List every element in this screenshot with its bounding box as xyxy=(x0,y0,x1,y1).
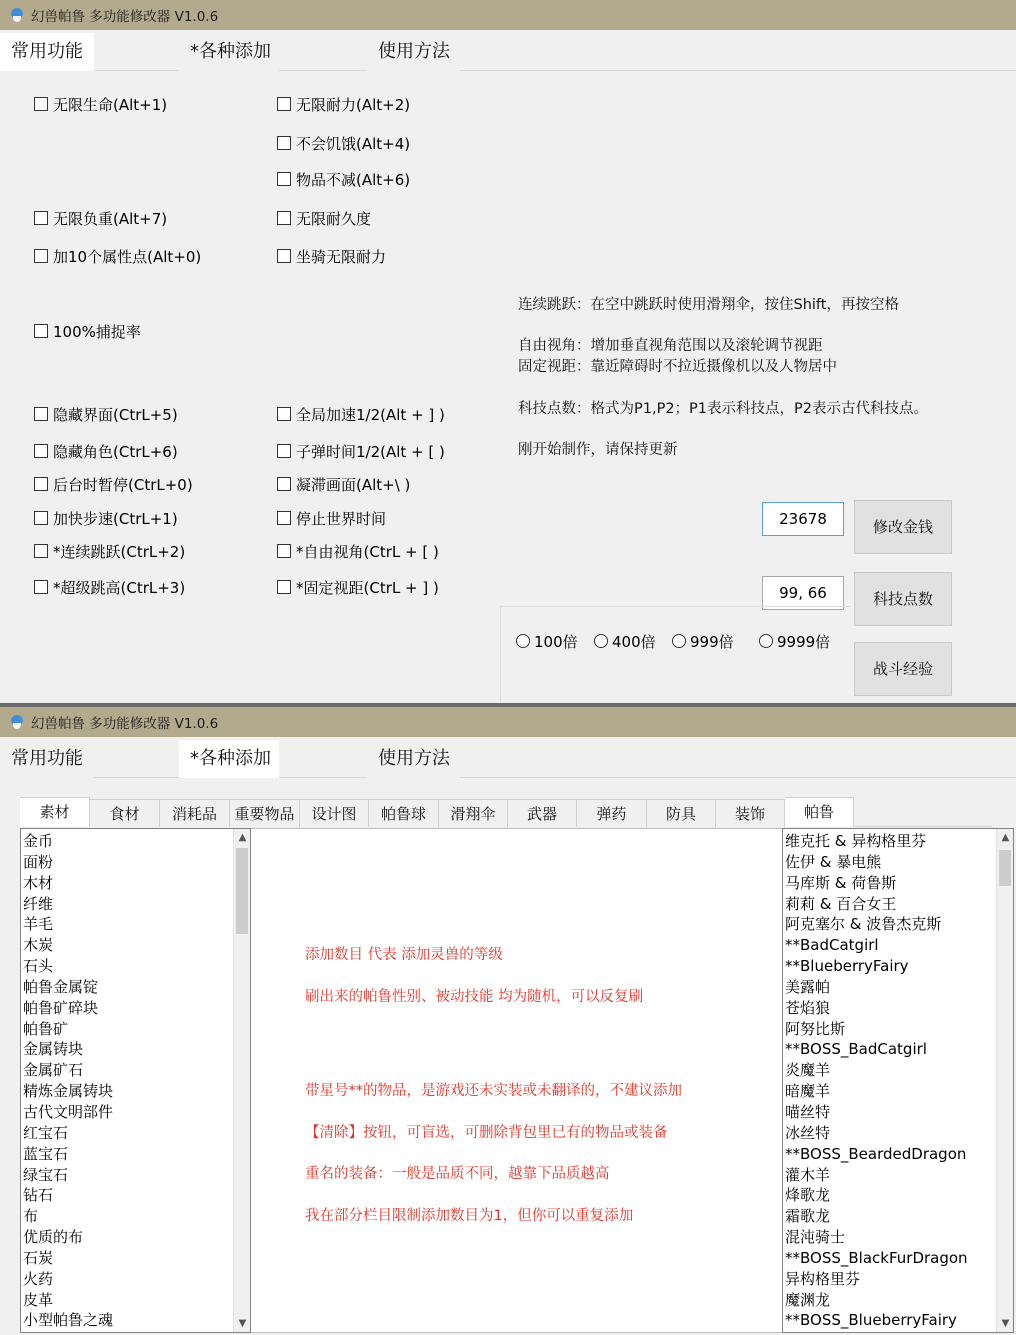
list-item[interactable]: **BOSS_BeardedDragon xyxy=(785,1144,967,1163)
checkbox-label: 物品不减(Alt+6) xyxy=(296,170,411,189)
note-jump: 连续跳跃：在空中跳跃时使用滑翔伞，按住Shift，再按空格 xyxy=(518,297,899,313)
list-item[interactable]: 钻石 xyxy=(23,1186,54,1205)
subtab-food[interactable]: 食材 xyxy=(90,799,160,827)
checkbox-box[interactable] xyxy=(277,97,291,111)
tech-points-button[interactable]: 科技点数 xyxy=(854,572,952,626)
checkbox-label: *自由视角(CtrL + [ ) xyxy=(296,542,439,561)
checkbox-box[interactable] xyxy=(277,407,291,421)
checkbox-label: *连续跳跃(CtrL+2) xyxy=(53,542,186,561)
checkbox-label: 后台时暂停(CtrL+0) xyxy=(53,475,193,494)
list-item[interactable]: 精炼金属铸块 xyxy=(23,1082,114,1101)
list-item[interactable]: 金属矿石 xyxy=(23,1061,84,1080)
checkbox-box[interactable] xyxy=(34,477,48,491)
radio-circle[interactable] xyxy=(672,634,686,648)
scroll-thumb[interactable] xyxy=(999,850,1011,886)
battle-exp-button[interactable]: 战斗经验 xyxy=(854,642,952,696)
subtab-accessories[interactable]: 装饰 xyxy=(716,799,785,827)
subtab-armor[interactable]: 防具 xyxy=(647,799,716,827)
title-bar xyxy=(0,707,1016,737)
hide-character-checkbox[interactable] xyxy=(34,441,178,461)
capture-rate-checkbox[interactable] xyxy=(34,321,141,341)
pals-scrollbar[interactable] xyxy=(996,829,1013,1332)
checkbox-label: 凝滞画面(Alt+\ ) xyxy=(296,475,411,494)
background-pause-checkbox[interactable] xyxy=(34,474,193,494)
scroll-up-icon[interactable]: ▲ xyxy=(238,832,247,843)
multiplier-group xyxy=(500,606,850,703)
list-item[interactable]: 皮革 xyxy=(23,1290,54,1309)
note-free-view: 自由视角：增加垂直视角范围以及滚轮调节视距 xyxy=(518,338,823,354)
list-item[interactable]: 火药 xyxy=(23,1269,54,1288)
bullet-time-checkbox[interactable] xyxy=(277,441,445,461)
checkbox-box[interactable] xyxy=(277,477,291,491)
continuous-jump-checkbox[interactable] xyxy=(34,541,185,561)
list-item[interactable]: 优质的布 xyxy=(23,1228,84,1247)
super-jump-checkbox[interactable] xyxy=(34,577,185,597)
list-item[interactable]: 阿克塞尔 & 波鲁杰克斯 xyxy=(785,915,942,934)
app-icon xyxy=(9,7,25,23)
list-item[interactable]: 金币 xyxy=(23,832,54,850)
infinite-weight-checkbox[interactable] xyxy=(34,208,167,228)
list-item[interactable]: 异构格里芬 xyxy=(785,1269,861,1288)
infinite-stamina-checkbox[interactable] xyxy=(277,94,410,114)
checkbox-box[interactable] xyxy=(34,407,48,421)
note-fixed-view: 固定视距：靠近障碍时不拉近摄像机以及人物居中 xyxy=(518,359,837,375)
list-item[interactable]: 维克托 & 异构格里芬 xyxy=(785,832,927,850)
checkbox-box[interactable] xyxy=(277,580,291,594)
subtab-pal-spheres[interactable]: 帕鲁球 xyxy=(369,799,439,827)
tab-usage[interactable]: 使用方法 xyxy=(367,740,460,778)
list-item[interactable]: **BOSS_BadCatgirl xyxy=(785,1040,927,1059)
list-item[interactable]: 布 xyxy=(23,1207,39,1226)
list-item[interactable]: 羊毛 xyxy=(23,915,54,934)
checkbox-label: *固定视距(CtrL + ] ) xyxy=(296,578,439,597)
checkbox-box[interactable] xyxy=(34,544,48,558)
radio-label: 9999倍 xyxy=(777,632,831,651)
checkbox-label: 不会饥饿(Alt+4) xyxy=(296,134,411,153)
checkbox-label: 隐藏角色(CtrL+6) xyxy=(53,442,178,461)
subtab-weapons[interactable]: 武器 xyxy=(508,799,577,827)
checkbox-box[interactable] xyxy=(34,444,48,458)
app-icon xyxy=(9,714,25,730)
freeze-frame-checkbox[interactable] xyxy=(277,474,410,494)
note-starred: 带星号**的物品，是游戏还未实装或未翻译的，不建议添加 xyxy=(305,1083,682,1099)
checkbox-label: 无限生命(Alt+1) xyxy=(53,95,168,114)
global-speed-checkbox[interactable] xyxy=(277,404,445,424)
list-item[interactable]: 暗魔羊 xyxy=(785,1082,831,1101)
checkbox-label: 无限耐久度 xyxy=(296,209,372,228)
checkbox-box[interactable] xyxy=(34,580,48,594)
add-attribute-points-checkbox[interactable] xyxy=(34,246,201,266)
checkbox-label: 全局加速1/2(Alt + ] ) xyxy=(296,405,445,424)
subtab-gliders[interactable]: 滑翔伞 xyxy=(439,799,508,827)
list-item[interactable]: 苍焰狼 xyxy=(785,998,831,1017)
list-item[interactable]: 佐伊 & 暴电熊 xyxy=(785,852,882,871)
mount-stamina-checkbox[interactable] xyxy=(277,246,386,266)
list-item[interactable]: 帕鲁矿碎块 xyxy=(23,998,99,1017)
subtab-blueprints[interactable]: 设计图 xyxy=(300,799,369,827)
checkbox-box[interactable] xyxy=(277,444,291,458)
subtab-ammo[interactable]: 弹药 xyxy=(577,799,647,827)
list-item[interactable]: **BlueberryFairy xyxy=(785,957,909,976)
list-item[interactable]: 木材 xyxy=(23,873,54,892)
list-item[interactable]: 石炭 xyxy=(23,1248,54,1267)
list-item[interactable]: 帕鲁金属锭 xyxy=(23,977,99,996)
radio-label: 400倍 xyxy=(612,632,656,651)
list-item[interactable]: 面粉 xyxy=(23,852,54,871)
tab-common[interactable]: 常用功能 xyxy=(0,33,94,71)
subtab-key-items[interactable]: 重要物品 xyxy=(230,799,300,827)
radio-999x[interactable] xyxy=(672,631,734,651)
list-item[interactable]: 石头 xyxy=(23,957,54,976)
list-item[interactable]: 阿努比斯 xyxy=(785,1019,846,1038)
note-tech-points: 科技点数：格式为P1,P2；P1表示科技点，P2表示古代科技点。 xyxy=(518,401,928,417)
subtab-consumables[interactable]: 消耗品 xyxy=(160,799,230,827)
radio-9999x[interactable] xyxy=(759,631,830,651)
scroll-down-icon[interactable]: ▼ xyxy=(1001,1318,1010,1329)
modify-gold-button[interactable]: 修改金钱 xyxy=(854,500,952,554)
fast-step-checkbox[interactable] xyxy=(34,508,178,528)
checkbox-box[interactable] xyxy=(277,249,291,263)
category-tab-strip xyxy=(20,799,992,827)
tab-add-items[interactable]: *各种添加 xyxy=(179,33,279,71)
list-item[interactable]: 木炭 xyxy=(23,936,54,955)
list-item[interactable]: 冰丝特 xyxy=(785,1123,831,1142)
no-hunger-checkbox[interactable] xyxy=(277,133,410,153)
subtab-pals[interactable]: 帕鲁 xyxy=(785,797,854,827)
tab-usage[interactable]: 使用方法 xyxy=(367,33,460,71)
list-item[interactable]: 魔渊龙 xyxy=(785,1290,831,1309)
scroll-down-icon[interactable]: ▼ xyxy=(238,1318,247,1329)
checkbox-box[interactable] xyxy=(34,324,48,338)
list-item[interactable]: 灌木羊 xyxy=(785,1165,831,1184)
items-no-decrease-checkbox[interactable] xyxy=(277,169,410,189)
materials-list[interactable] xyxy=(20,828,251,1333)
checkbox-label: *超级跳高(CtrL+3) xyxy=(53,578,186,597)
radio-circle[interactable] xyxy=(516,634,530,648)
list-item[interactable]: **BOSS_BlackFurDragon xyxy=(785,1248,968,1267)
list-item[interactable]: 红宝石 xyxy=(23,1123,69,1142)
checkbox-label: 无限负重(Alt+7) xyxy=(53,209,168,228)
checkbox-box[interactable] xyxy=(34,211,48,225)
fixed-view-checkbox[interactable] xyxy=(277,577,439,597)
list-item[interactable]: 马库斯 & 荷鲁斯 xyxy=(785,873,897,892)
checkbox-label: 隐藏界面(CtrL+5) xyxy=(53,405,178,424)
checkbox-box[interactable] xyxy=(277,544,291,558)
list-item[interactable]: 炎魔羊 xyxy=(785,1061,831,1080)
list-item[interactable]: 霜歌龙 xyxy=(785,1207,831,1226)
tech-points-input[interactable]: 99, 66 xyxy=(762,576,844,610)
list-item[interactable]: 纤维 xyxy=(23,894,54,913)
checkbox-box[interactable] xyxy=(34,249,48,263)
hide-ui-checkbox[interactable] xyxy=(34,404,178,424)
checkbox-label: 坐骑无限耐力 xyxy=(296,247,387,266)
main-tab-strip xyxy=(0,33,1016,71)
window-title: 幻兽帕鲁 多功能修改器 V1.0.6 xyxy=(31,716,219,732)
materials-scrollbar[interactable] xyxy=(233,829,250,1332)
checkbox-label: 加快步速(CtrL+1) xyxy=(53,509,178,528)
stop-world-time-checkbox[interactable] xyxy=(277,508,386,528)
note-random: 刷出来的帕鲁性别、被动技能 均为随机，可以反复刷 xyxy=(305,989,644,1005)
checkbox-box[interactable] xyxy=(277,172,291,186)
note-duplicate: 重名的装备：一般是品质不同，越靠下品质越高 xyxy=(305,1166,610,1182)
list-item[interactable]: 小型帕鲁之魂 xyxy=(23,1311,114,1330)
subtab-materials[interactable]: 素材 xyxy=(20,797,90,827)
radio-label: 100倍 xyxy=(534,632,578,651)
checkbox-label: 加10个属性点(Alt+0) xyxy=(53,247,202,266)
checkbox-label: 100%捕捉率 xyxy=(53,322,141,341)
list-item[interactable]: **BadCatgirl xyxy=(785,936,879,955)
checkbox-box[interactable] xyxy=(277,211,291,225)
list-item[interactable]: 美露帕 xyxy=(785,977,831,996)
note-clear: 【清除】按钮，可盲选，可删除背包里已有的物品或装备 xyxy=(305,1125,668,1141)
tab-add-items[interactable]: *各种添加 xyxy=(179,740,279,778)
checkbox-box[interactable] xyxy=(34,511,48,525)
list-item[interactable]: 蓝宝石 xyxy=(23,1144,69,1163)
checkbox-box[interactable] xyxy=(277,136,291,150)
note-level: 添加数目 代表 添加灵兽的等级 xyxy=(305,947,503,963)
infinite-health-checkbox[interactable] xyxy=(34,94,167,114)
tab-common[interactable]: 常用功能 xyxy=(0,740,94,778)
list-item[interactable]: 烽歌龙 xyxy=(785,1186,831,1205)
radio-100x[interactable] xyxy=(516,631,578,651)
checkbox-label: 无限耐力(Alt+2) xyxy=(296,95,411,114)
list-item[interactable]: 金属铸块 xyxy=(23,1040,84,1059)
free-view-checkbox[interactable] xyxy=(277,541,439,561)
main-tab-strip xyxy=(0,740,1016,778)
note-limit: 我在部分栏目限制添加数目为1，但你可以重复添加 xyxy=(305,1208,634,1224)
title-bar xyxy=(0,0,1016,30)
list-item[interactable]: **BOSS_BlueberryFairy xyxy=(785,1311,957,1330)
pals-list[interactable] xyxy=(782,828,1014,1333)
list-item[interactable]: 混沌骑士 xyxy=(785,1228,846,1247)
scroll-thumb[interactable] xyxy=(236,848,248,934)
radio-label: 999倍 xyxy=(690,632,734,651)
gold-input[interactable]: 23678 xyxy=(762,502,844,536)
checkbox-box[interactable] xyxy=(277,511,291,525)
list-item[interactable]: 古代文明部件 xyxy=(23,1102,114,1121)
radio-circle[interactable] xyxy=(759,634,773,648)
note-update: 刚开始制作，请保持更新 xyxy=(518,442,678,458)
list-item[interactable]: 绿宝石 xyxy=(23,1165,69,1184)
checkbox-label: 停止世界时间 xyxy=(296,509,387,528)
radio-400x[interactable] xyxy=(594,631,656,651)
list-item[interactable]: 喵丝特 xyxy=(785,1102,831,1121)
radio-circle[interactable] xyxy=(594,634,608,648)
window-title: 幻兽帕鲁 多功能修改器 V1.0.6 xyxy=(31,9,219,25)
checkbox-label: 子弹时间1/2(Alt + [ ) xyxy=(296,442,445,461)
scroll-up-icon[interactable]: ▲ xyxy=(1001,832,1010,843)
list-item[interactable]: 帕鲁矿 xyxy=(23,1019,69,1038)
list-item[interactable]: 莉莉 & 百合女王 xyxy=(785,894,897,913)
infinite-durability-checkbox[interactable] xyxy=(277,208,371,228)
checkbox-box[interactable] xyxy=(34,97,48,111)
